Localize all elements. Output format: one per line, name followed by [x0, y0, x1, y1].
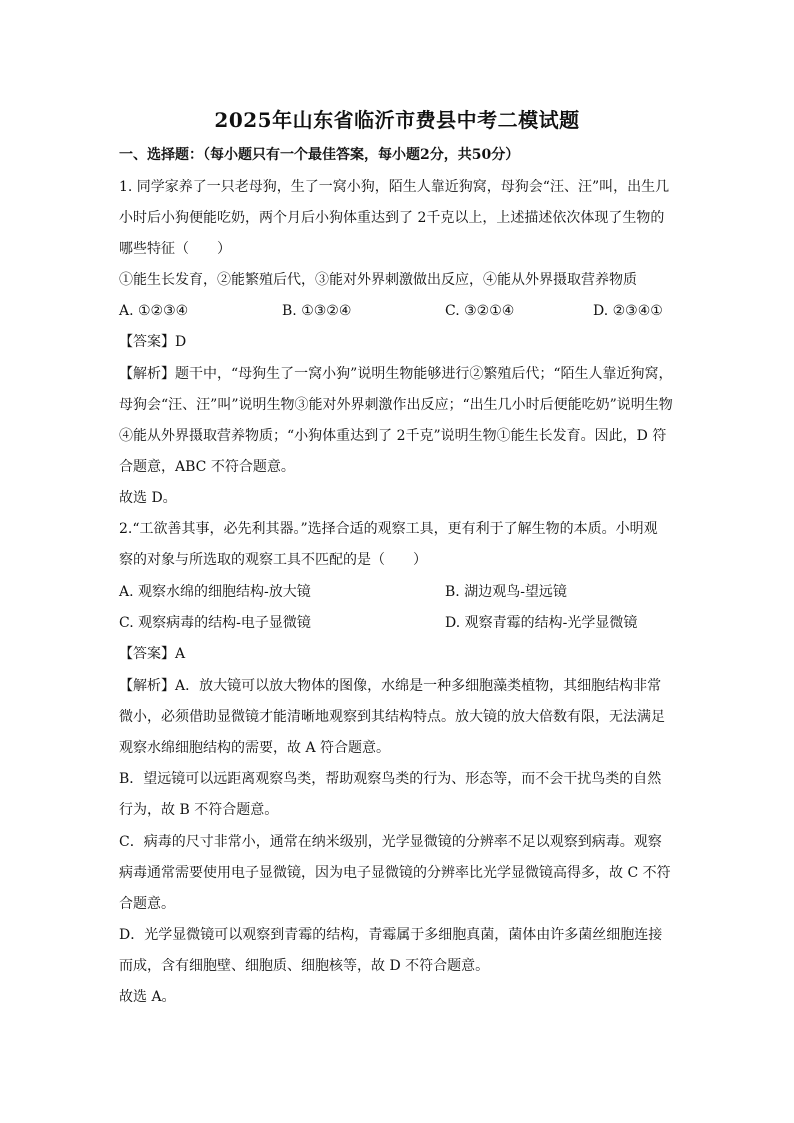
- q2-option-d: D. 观察青霉的结构-光学显微镜: [445, 615, 638, 631]
- q2-analysis-line: D．光学显微镜可以观察到青霉的结构，青霉属于多细胞真菌，菌体由许多菌丝细胞连接: [119, 927, 663, 943]
- q1-conclusion: 故选 D。: [119, 490, 177, 506]
- q2-analysis-line: 合题意。: [119, 896, 175, 912]
- q2-option-b: B. 湖边观鸟-望远镜: [445, 584, 567, 600]
- q2-analysis-line: 微小，必须借助显微镜才能清晰地观察到其结构特点。放大镜的放大倍数有限，无法满足: [119, 709, 665, 725]
- q2-analysis-line: 观察水绵细胞结构的需要，故 A 符合题意。: [119, 740, 391, 756]
- q1-option-c: C. ③②①④: [445, 303, 515, 319]
- section-header: 一、选择题：（每小题只有一个最佳答案，每小题2分，共50分）: [119, 147, 520, 163]
- q2-analysis-line: 行为，故 B 不符合题意。: [119, 802, 279, 818]
- q2-analysis-line: C．病毒的尺寸非常小，通常在纳米级别，光学显微镜的分辨率不足以观察到病毒。观察: [119, 834, 662, 850]
- q1-answer: 【答案】D: [119, 334, 187, 350]
- q1-analysis-line: 母狗会“汪、汪”叫”说明生物③能对外界刺激作出反应；“出生几小时后便能吃奶”说明生物: [119, 397, 673, 413]
- q1-stem-line: 小时后小狗便能吃奶，两个月后小狗体重达到了 2千克以上，上述描述依次体现了生物的: [119, 210, 665, 226]
- q1-analysis-line: 【解析】题干中，“母狗生了一窝小狗”说明生物能够进行②繁殖后代；“陌生人靠近狗窝，: [119, 366, 673, 382]
- q2-stem-line: 察的对象与所选取的观察工具不匹配的是（ ）: [119, 552, 427, 568]
- q2-stem-line: 2.“工欲善其事，必先利其器。”选择合适的观察工具，更有利于了解生物的本质。小明观: [119, 521, 658, 537]
- page-title: 2025年山东省临沂市费县中考二模试题: [214, 108, 580, 132]
- q2-analysis-line: 病毒通常需要使用电子显微镜，因为电子显微镜的分辨率比光学显微镜高得多，故 C 不符: [119, 865, 671, 881]
- q2-conclusion: 故选 A。: [119, 989, 176, 1005]
- q1-option-d: D. ②③④①: [593, 303, 663, 319]
- q2-answer: 【答案】A: [119, 646, 186, 662]
- q1-statements: ①能生长发育，②能繁殖后代，③能对外界刺激做出反应，④能从外界摄取营养物质: [119, 272, 637, 288]
- q2-option-a: A. 观察水绵的细胞结构-放大镜: [119, 584, 311, 600]
- q1-stem-line: 哪些特征（ ）: [119, 241, 231, 257]
- q2-analysis-line: 【解析】A．放大镜可以放大物体的图像，水绵是一种多细胞藻类植物，其细胞结构非常: [119, 678, 662, 694]
- q1-analysis-line: 合题意，ABC 不符合题意。: [119, 459, 295, 475]
- q1-option-a: A. ①②③④: [119, 303, 189, 319]
- q2-analysis-line: 而成，含有细胞壁、细胞质、细胞核等，故 D 不符合题意。: [119, 958, 490, 974]
- q2-option-c: C. 观察病毒的结构-电子显微镜: [119, 615, 311, 631]
- q1-option-b: B. ①③②④: [282, 303, 352, 319]
- q2-analysis-line: B．望远镜可以远距离观察鸟类，帮助观察鸟类的行为、形态等，而不会干扰鸟类的自然: [119, 771, 662, 787]
- q1-stem-line: 1. 同学家养了一只老母狗，生了一窝小狗，陌生人靠近狗窝，母狗会“汪、汪”叫，出生几: [119, 179, 670, 195]
- q1-analysis-line: ④能从外界摄取营养物质；“小狗体重达到了 2千克”说明生物①能生长发育。因此，D 符: [119, 428, 667, 444]
